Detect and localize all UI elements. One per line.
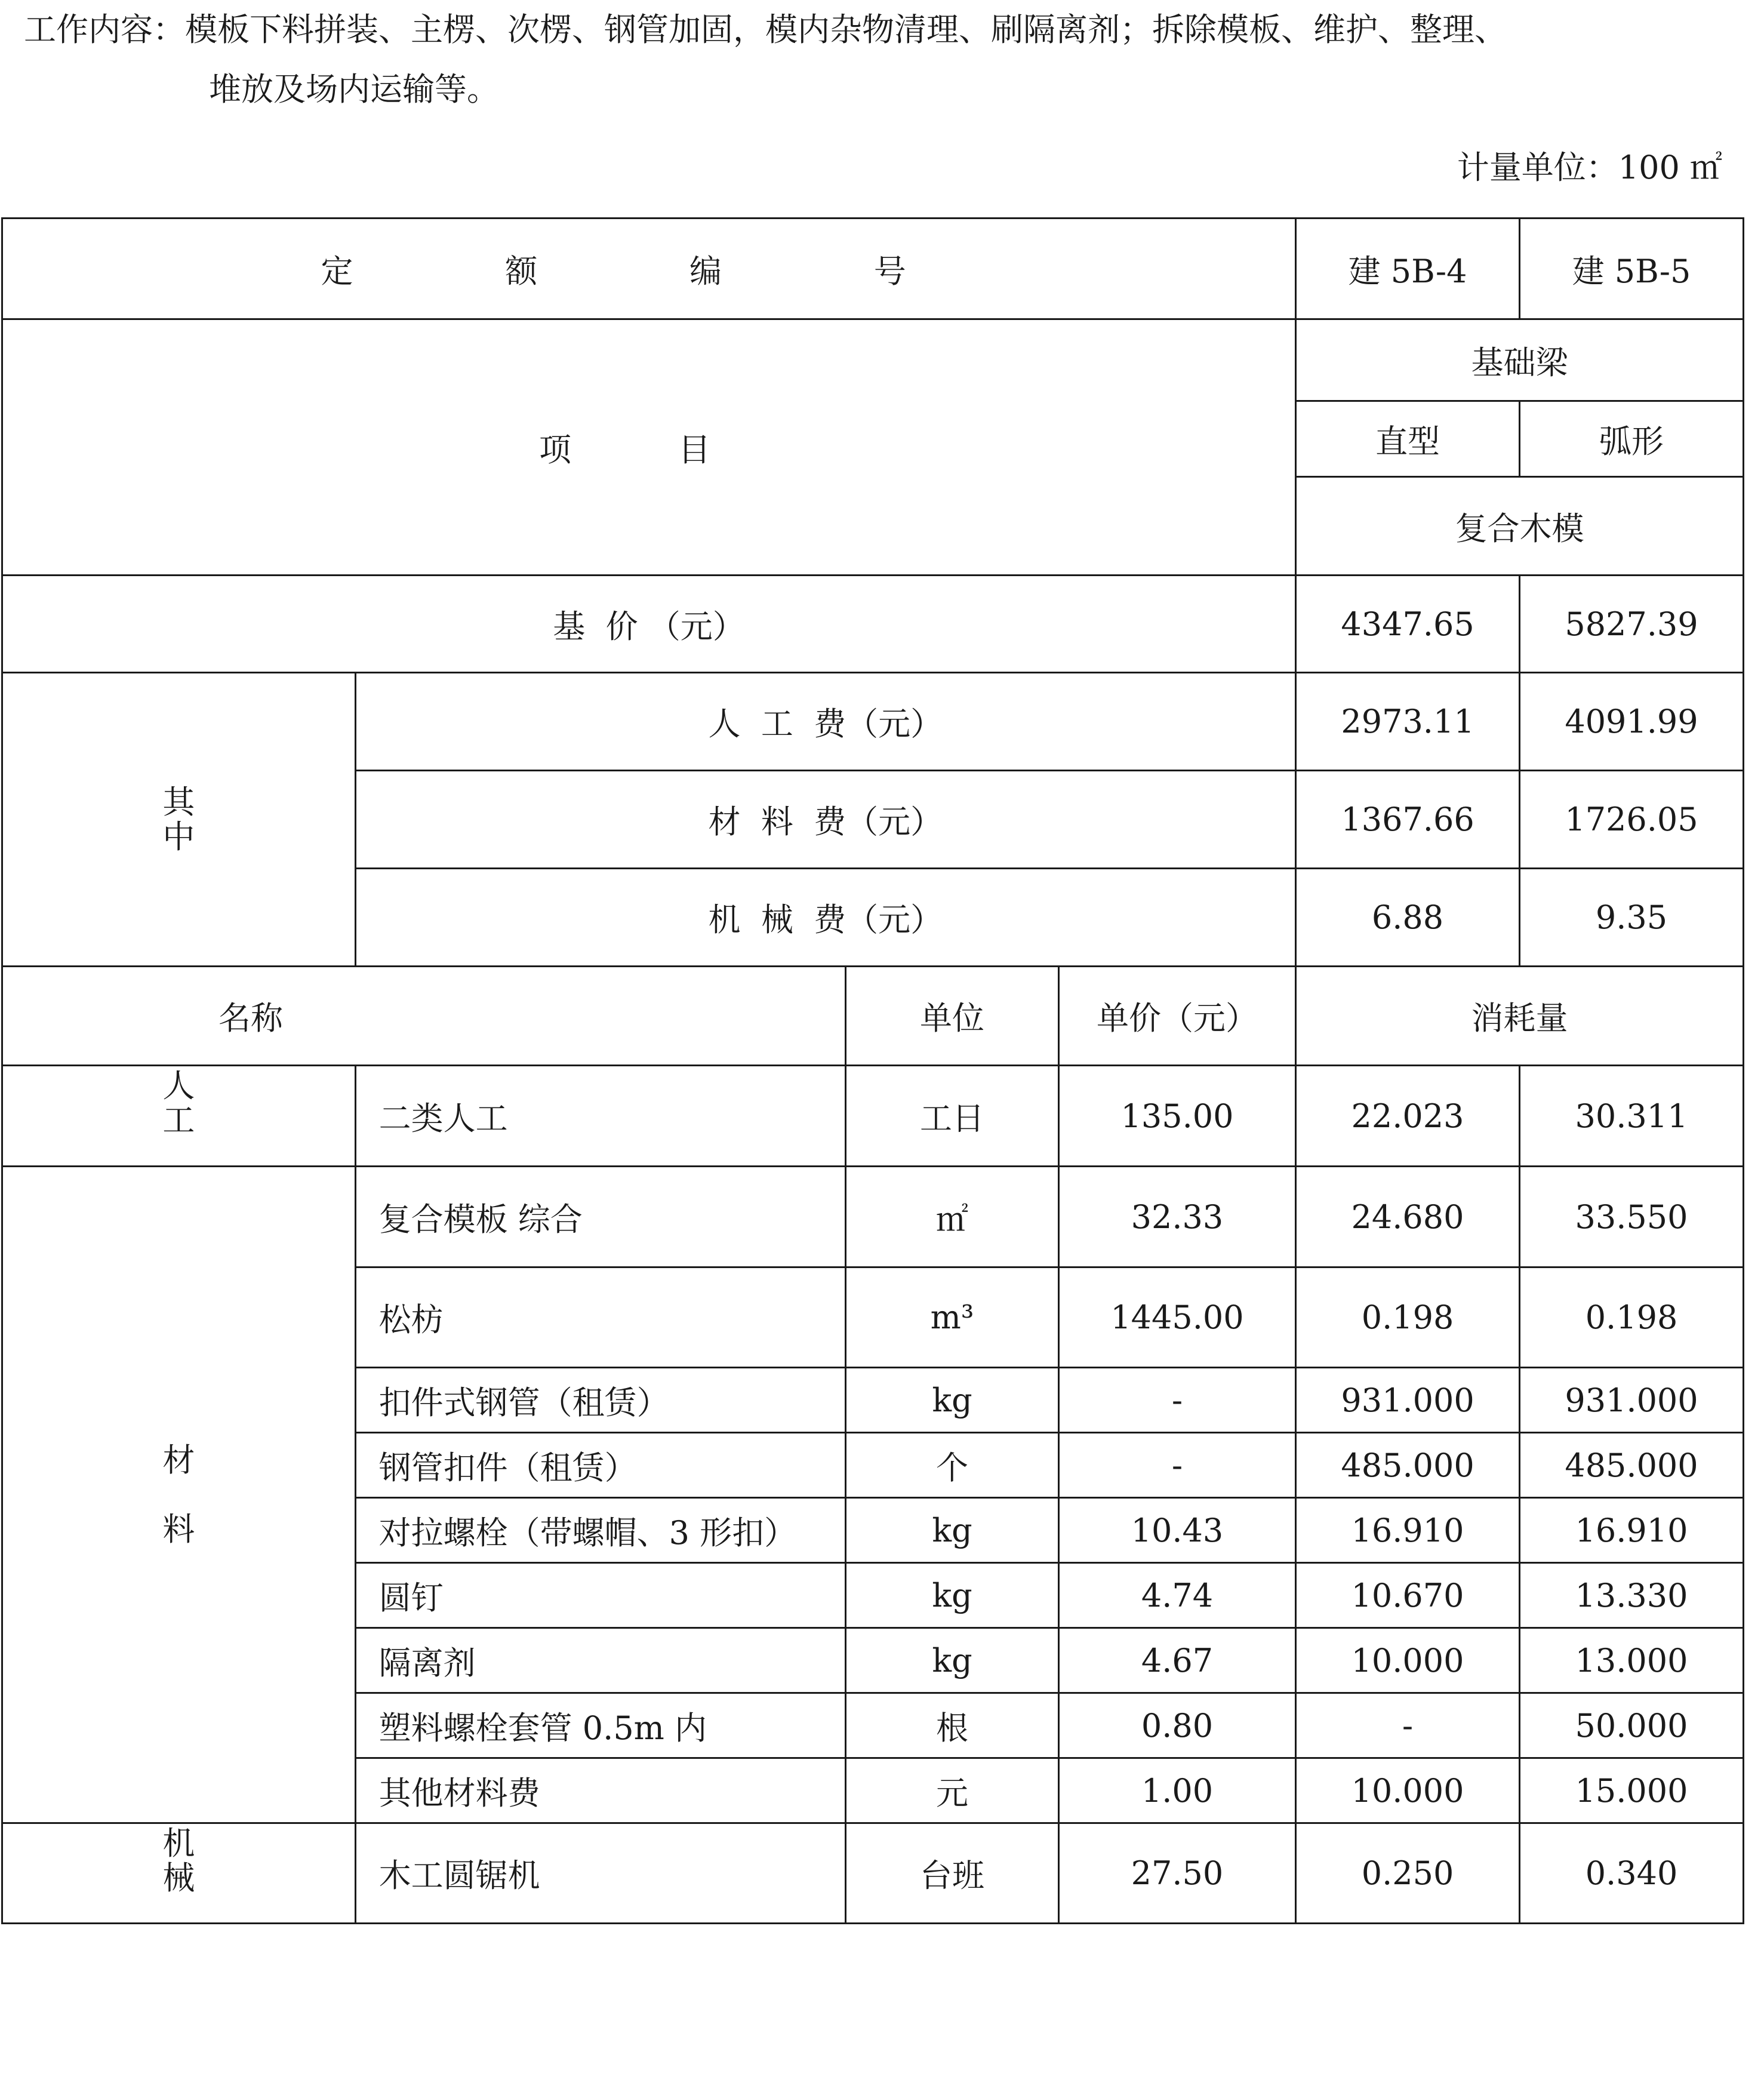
- col-price-header: 单价（元）: [1058, 967, 1295, 1066]
- row-value-2: 50.000: [1520, 1693, 1744, 1758]
- row-value-2: 13.000: [1520, 1628, 1744, 1693]
- item-subtype-1: 直型: [1296, 401, 1520, 477]
- labor-cost-2: 4091.99: [1520, 673, 1744, 771]
- base-price-2: 5827.39: [1520, 576, 1744, 673]
- row-value-1: 24.680: [1296, 1167, 1520, 1267]
- item-category: 基础梁: [1296, 319, 1744, 401]
- row-unit: kg: [846, 1498, 1059, 1563]
- row-unit: 元: [846, 1758, 1059, 1823]
- row-value-1: 10.670: [1296, 1563, 1520, 1628]
- row-price: 32.33: [1058, 1167, 1295, 1267]
- work-content-text-1: 模板下料拼装、主楞、次楞、钢管加固，模内杂物清理、刷隔离剂；拆除模板、维护、整理、: [185, 11, 1507, 48]
- machinery-cost-2: 9.35: [1520, 869, 1744, 967]
- base-price-label: 基 价 （元）: [2, 576, 1296, 673]
- quota-code-1: 建 5B-4: [1296, 219, 1520, 319]
- row-value-2: 15.000: [1520, 1758, 1744, 1823]
- row-name: 扣件式钢管（租赁）: [355, 1368, 845, 1433]
- material-cost-1: 1367.66: [1296, 771, 1520, 869]
- row-unit: kg: [846, 1563, 1059, 1628]
- row-name: 松枋: [355, 1267, 845, 1368]
- work-content-text-2: 堆放及场内运输等。: [209, 70, 499, 108]
- base-price-1: 4347.65: [1296, 576, 1520, 673]
- row-name: 木工圆锯机: [355, 1823, 845, 1924]
- material-cost-2: 1726.05: [1520, 771, 1744, 869]
- material-cost-label: 材 料 费（元）: [355, 771, 1295, 869]
- item-row-category: [2, 319, 1744, 401]
- row-value-2: 0.198: [1520, 1267, 1744, 1368]
- row-unit: 工日: [846, 1066, 1059, 1167]
- row-price: 1445.00: [1058, 1267, 1295, 1368]
- item-material-type: 复合木模: [1296, 477, 1744, 576]
- row-value-2: 13.330: [1520, 1563, 1744, 1628]
- labor-group-label: 人 工: [2, 1066, 356, 1167]
- materials-group-label: 材 料: [2, 1167, 356, 1823]
- row-name: 二类人工: [355, 1066, 845, 1167]
- row-price: 1.00: [1058, 1758, 1295, 1823]
- row-value-1: 0.198: [1296, 1267, 1520, 1368]
- quota-number-label: 定 额 编 号: [2, 219, 1296, 319]
- row-value-1: 22.023: [1296, 1066, 1520, 1167]
- table-row: [2, 1823, 1744, 1924]
- labor-cost-1: 2973.11: [1296, 673, 1520, 771]
- row-value-1: 10.000: [1296, 1628, 1520, 1693]
- row-price: 10.43: [1058, 1498, 1295, 1563]
- row-name: 钢管扣件（租赁）: [355, 1433, 845, 1498]
- row-name: 隔离剂: [355, 1628, 845, 1693]
- row-price: 0.80: [1058, 1693, 1295, 1758]
- row-name: 圆钉: [355, 1563, 845, 1628]
- column-header-row: [2, 967, 1744, 1066]
- row-unit: 个: [846, 1433, 1059, 1498]
- row-unit: 根: [846, 1693, 1059, 1758]
- table-row: [2, 1066, 1744, 1167]
- col-consumption-header: 消耗量: [1296, 967, 1744, 1066]
- quota-table: [1, 217, 1744, 1924]
- row-unit: kg: [846, 1368, 1059, 1433]
- item-label: 项 目: [2, 319, 1296, 576]
- col-name-header: 名称: [2, 967, 846, 1066]
- quota-number-row: [2, 219, 1744, 319]
- row-unit: 台班: [846, 1823, 1059, 1924]
- col-unit-header: 单位: [846, 967, 1059, 1066]
- row-name: 塑料螺栓套管 0.5m 内: [355, 1693, 845, 1758]
- row-unit: m³: [846, 1267, 1059, 1368]
- row-value-1: 485.000: [1296, 1433, 1520, 1498]
- row-price: 27.50: [1058, 1823, 1295, 1924]
- row-name: 对拉螺栓（带螺帽、3 形扣）: [355, 1498, 845, 1563]
- row-price: 4.74: [1058, 1563, 1295, 1628]
- row-value-2: 0.340: [1520, 1823, 1744, 1924]
- labor-cost-row: [2, 673, 1744, 771]
- row-name: 复合模板 综合: [355, 1167, 845, 1267]
- row-value-2: 30.311: [1520, 1066, 1744, 1167]
- table-row: [2, 1167, 1744, 1267]
- row-value-2: 485.000: [1520, 1433, 1744, 1498]
- work-content-line-1: [24, 0, 1743, 60]
- measurement-unit: 计量单位：100 ㎡: [1457, 149, 1722, 186]
- row-value-1: 931.000: [1296, 1368, 1520, 1433]
- work-content-label: 工作内容：: [24, 11, 185, 48]
- row-value-1: 0.250: [1296, 1823, 1520, 1924]
- row-value-1: -: [1296, 1693, 1520, 1758]
- row-value-1: 16.910: [1296, 1498, 1520, 1563]
- row-price: -: [1058, 1368, 1295, 1433]
- row-price: 135.00: [1058, 1066, 1295, 1167]
- row-price: 4.67: [1058, 1628, 1295, 1693]
- machinery-cost-1: 6.88: [1296, 869, 1520, 967]
- row-value-1: 10.000: [1296, 1758, 1520, 1823]
- row-value-2: 931.000: [1520, 1368, 1744, 1433]
- base-price-row: [2, 576, 1744, 673]
- machinery-cost-label: 机 械 费（元）: [355, 869, 1295, 967]
- labor-cost-label: 人 工 费（元）: [355, 673, 1295, 771]
- item-subtype-2: 弧形: [1520, 401, 1744, 477]
- row-value-2: 16.910: [1520, 1498, 1744, 1563]
- qizhong-label: 其 中: [2, 673, 356, 967]
- row-unit: ㎡: [846, 1167, 1059, 1267]
- quota-code-2: 建 5B-5: [1520, 219, 1744, 319]
- row-unit: kg: [846, 1628, 1059, 1693]
- row-price: -: [1058, 1433, 1295, 1498]
- machinery-group-label: 机 械: [2, 1823, 356, 1924]
- row-value-2: 33.550: [1520, 1167, 1744, 1267]
- row-name: 其他材料费: [355, 1758, 845, 1823]
